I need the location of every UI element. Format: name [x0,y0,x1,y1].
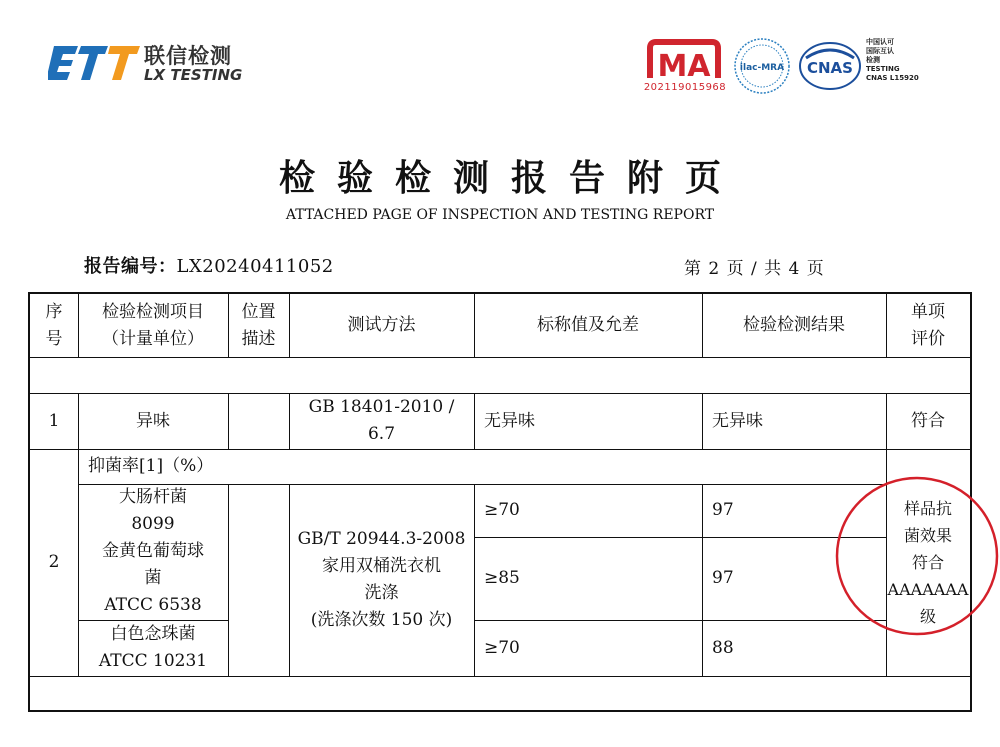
row2-evaluation: 样品抗 菌效果 符合 AAAAAAA 级 [887,499,969,626]
row2-sub3-result: 88 [712,637,734,658]
row2-sub2-result: 97 [712,568,734,588]
company-logo [48,38,258,88]
row2-sub1-item: 大肠杆菌 8099 [119,486,187,534]
header-position: 位置 描述 [241,301,276,349]
results-table [28,292,972,712]
header-item: 检验检测项目 （计量单位） [102,301,204,349]
row2-group-title: 抑菌率[1]（%） [88,456,214,476]
cnas-mark-icon [798,40,862,92]
company-name-en: LX TESTING [144,66,243,84]
page-indicator: 第 2 页 / 共 4 页 [684,259,825,279]
row2-sub3-item: 白色念珠菌 ATCC 10231 [98,624,208,671]
certification-marks [640,32,940,102]
row1-item: 异味 [136,410,170,431]
row1-result: 无异味 [712,410,763,431]
row2-sub1-standard: ≥70 [484,500,520,520]
header-method: 测试方法 [347,315,416,335]
row2-no: 2 [48,552,60,572]
report-number-label: 报告编号： [84,256,177,277]
row2-sub2-item: 金黄色葡萄球 菌 ATCC 6538 [102,541,204,615]
row2-method: GB/T 20944.3-2008 家用双桶洗衣机 洗涤 (洗涤次数 150 次) [297,529,466,630]
page-subtitle: ATTACHED PAGE OF INSPECTION AND TESTING REPORT [285,207,715,223]
report-number-value: LX20240411052 [176,256,334,277]
row2-sub2-standard: ≥85 [484,568,520,588]
row1-standard: 无异味 [484,410,535,431]
row1-method: GB 18401-2010 / 6.7 [308,397,455,444]
ilac-mra-icon [732,36,792,96]
row1-no: 1 [48,410,60,431]
header-standard: 标称值及允差 [537,315,639,335]
ilac-label: ilac-MRA [739,63,785,73]
red-circle-annotation [835,476,999,636]
cnas-label: CNAS [807,59,853,77]
header-evaluation: 单项 评价 [911,301,945,349]
header-no: 序 号 [45,301,63,349]
svg-text:MA: MA [657,49,711,84]
row2-sub3-standard: ≥70 [484,637,520,658]
row1-evaluation: 符合 [911,410,945,431]
lx-logo-icon [48,42,140,82]
page-title: 检验检测报告附页 [278,157,743,199]
header-result: 检验检测结果 [743,315,845,335]
report-number [84,252,334,278]
company-name-cn: 联信检测 [144,44,232,68]
row2-sub1-result: 97 [712,500,734,520]
cnas-text: 中国认可 国际互认 检测 TESTING CNAS L15920 [866,38,919,82]
cma-code: 202119015968 [643,82,727,93]
